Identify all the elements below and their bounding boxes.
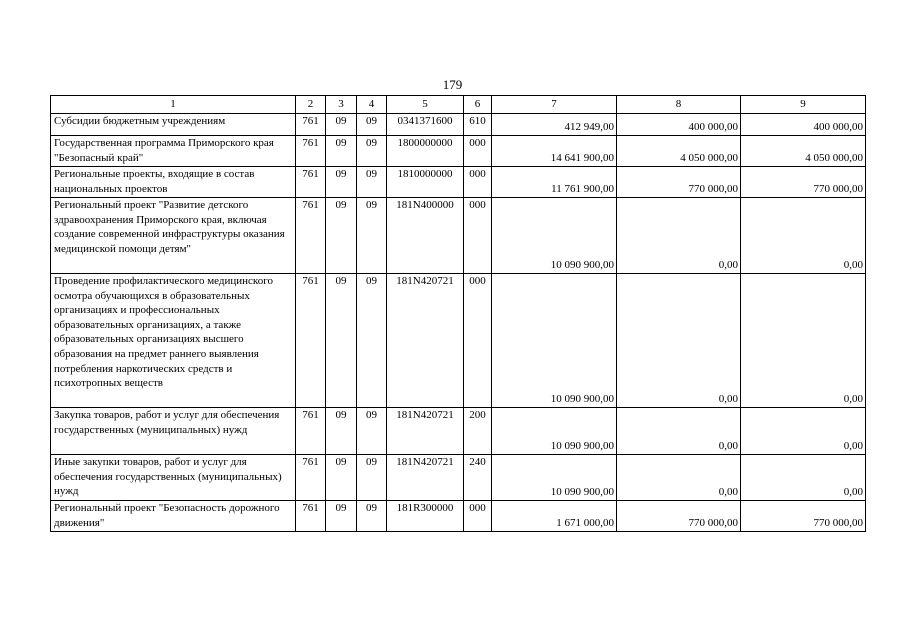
code-cell: 761 (296, 455, 326, 501)
amount-cell: 10 090 900,00 (492, 198, 617, 274)
amount-cell: 1 671 000,00 (492, 501, 617, 532)
code-cell: 000 (464, 167, 492, 198)
budget-table (50, 95, 866, 532)
code-cell: 761 (296, 136, 326, 167)
row-name: Проведение профилактического медицинского осмотра обучающихся в образовательных организациях и профессиональных образовательных организациях, а также образовательных организациях высшего образования на предмет раннего выявления потребления наркотических средств и психотропных веществ (51, 274, 296, 408)
amount-cell: 770 000,00 (741, 167, 866, 198)
code-cell: 761 (296, 501, 326, 532)
amount-cell: 400 000,00 (741, 114, 866, 136)
code-cell: 200 (464, 408, 492, 455)
code-cell: 09 (357, 114, 387, 136)
header-cell: 6 (464, 96, 492, 114)
amount-cell: 0,00 (741, 455, 866, 501)
amount-cell: 4 050 000,00 (741, 136, 866, 167)
amount-cell: 0,00 (617, 408, 741, 455)
code-cell: 0341371600 (387, 114, 464, 136)
code-cell: 000 (464, 501, 492, 532)
code-cell: 000 (464, 136, 492, 167)
table-row (51, 455, 866, 501)
row-name: Региональные проекты, входящие в состав национальных проектов (51, 167, 296, 198)
header-cell: 8 (617, 96, 741, 114)
amount-cell: 400 000,00 (617, 114, 741, 136)
header-cell: 3 (326, 96, 357, 114)
code-cell: 09 (326, 136, 357, 167)
code-cell: 1800000000 (387, 136, 464, 167)
code-cell: 09 (357, 167, 387, 198)
code-cell: 761 (296, 274, 326, 408)
table-row (51, 274, 866, 408)
code-cell: 09 (326, 167, 357, 198)
header-row (51, 96, 866, 114)
code-cell: 761 (296, 198, 326, 274)
amount-cell: 11 761 900,00 (492, 167, 617, 198)
table-row (51, 136, 866, 167)
code-cell: 09 (326, 274, 357, 408)
code-cell: 610 (464, 114, 492, 136)
row-name: Региональный проект "Развитие детского здравоохранения Приморского края, включая создание современной инфраструктуры оказания медицинской помощи детям" (51, 198, 296, 274)
code-cell: 09 (357, 408, 387, 455)
row-name: Закупка товаров, работ и услуг для обеспечения государственных (муниципальных) нужд (51, 408, 296, 455)
code-cell: 181N420721 (387, 455, 464, 501)
table-row (51, 501, 866, 532)
code-cell: 1810000000 (387, 167, 464, 198)
amount-cell: 412 949,00 (492, 114, 617, 136)
code-cell: 09 (357, 198, 387, 274)
code-cell: 09 (357, 501, 387, 532)
code-cell: 761 (296, 114, 326, 136)
amount-cell: 10 090 900,00 (492, 455, 617, 501)
code-cell: 181R300000 (387, 501, 464, 532)
amount-cell: 10 090 900,00 (492, 274, 617, 408)
amount-cell: 770 000,00 (741, 501, 866, 532)
amount-cell: 0,00 (617, 274, 741, 408)
header-cell: 7 (492, 96, 617, 114)
amount-cell: 0,00 (617, 198, 741, 274)
code-cell: 09 (326, 501, 357, 532)
code-cell: 240 (464, 455, 492, 501)
amount-cell: 0,00 (617, 455, 741, 501)
amount-cell: 14 641 900,00 (492, 136, 617, 167)
amount-cell: 4 050 000,00 (617, 136, 741, 167)
row-name: Субсидии бюджетным учреждениям (51, 114, 296, 136)
code-cell: 09 (357, 455, 387, 501)
amount-cell: 770 000,00 (617, 167, 741, 198)
code-cell: 761 (296, 167, 326, 198)
code-cell: 181N420721 (387, 408, 464, 455)
page-number: 179 (442, 77, 463, 92)
header-cell: 2 (296, 96, 326, 114)
code-cell: 000 (464, 274, 492, 408)
amount-cell: 0,00 (741, 274, 866, 408)
code-cell: 09 (326, 198, 357, 274)
table-row (51, 198, 866, 274)
code-cell: 181N400000 (387, 198, 464, 274)
table-row (51, 408, 866, 455)
table-row (51, 167, 866, 198)
code-cell: 09 (326, 114, 357, 136)
header-cell: 4 (357, 96, 387, 114)
amount-cell: 770 000,00 (617, 501, 741, 532)
header-cell: 5 (387, 96, 464, 114)
code-cell: 09 (357, 136, 387, 167)
code-cell: 000 (464, 198, 492, 274)
amount-cell: 10 090 900,00 (492, 408, 617, 455)
code-cell: 09 (357, 274, 387, 408)
header-cell: 1 (51, 96, 296, 114)
code-cell: 09 (326, 408, 357, 455)
row-name: Региональный проект "Безопасность дорожного движения" (51, 501, 296, 532)
row-name: Иные закупки товаров, работ и услуг для обеспечения государственных (муниципальных) нужд (51, 455, 296, 501)
table-row (51, 114, 866, 136)
code-cell: 761 (296, 408, 326, 455)
code-cell: 09 (326, 455, 357, 501)
amount-cell: 0,00 (741, 408, 866, 455)
amount-cell: 0,00 (741, 198, 866, 274)
header-cell: 9 (741, 96, 866, 114)
code-cell: 181N420721 (387, 274, 464, 408)
row-name: Государственная программа Приморского края "Безопасный край" (51, 136, 296, 167)
